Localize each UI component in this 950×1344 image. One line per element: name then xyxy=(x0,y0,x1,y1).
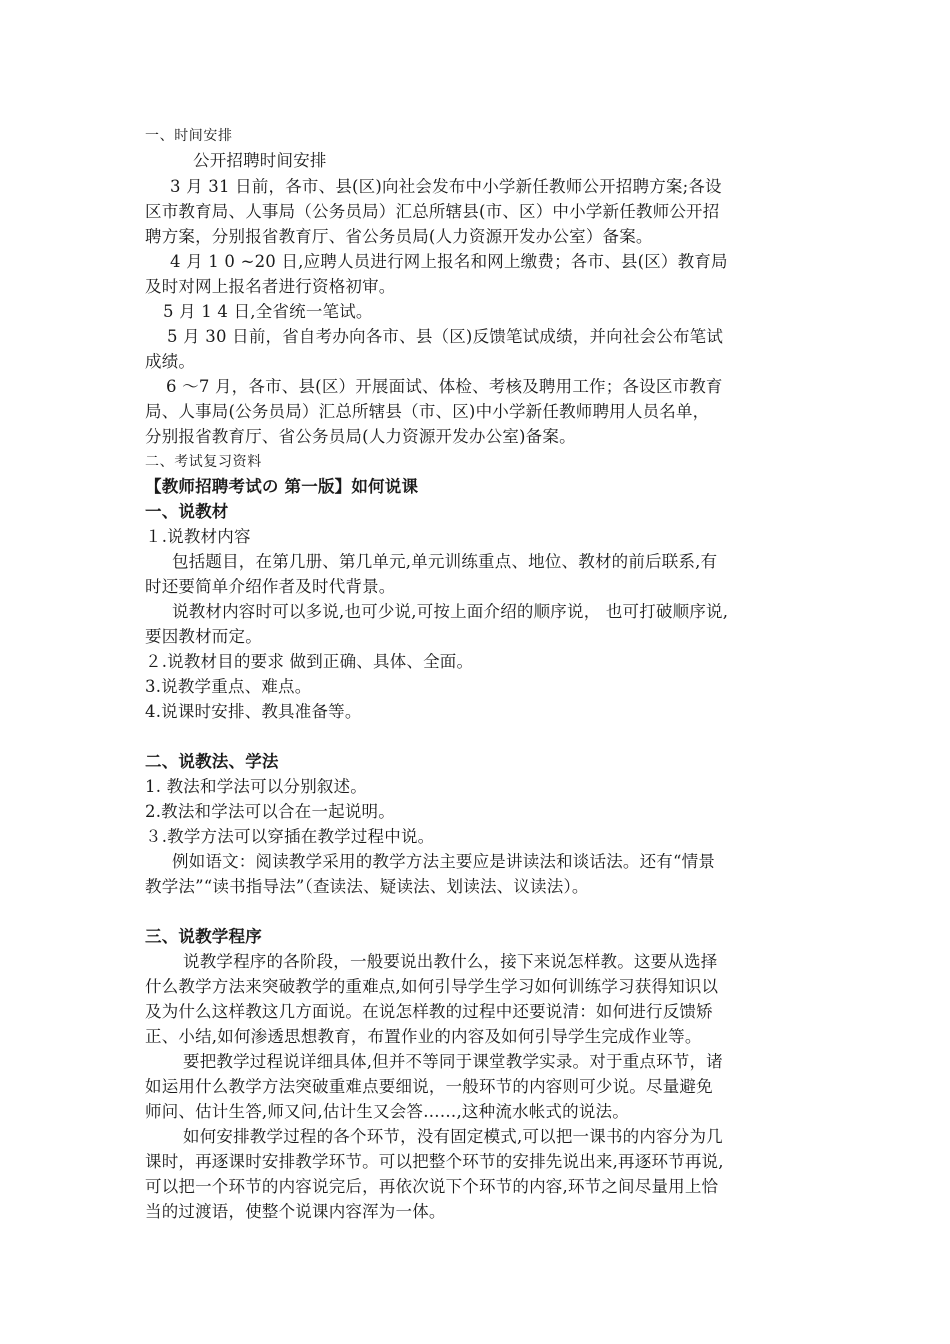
paragraph-line: 正、小结,如何渗透思想教育，布置作业的内容及如何引导学生完成作业等。 xyxy=(145,1027,702,1046)
list-item: ３.教学方法可以穿插在教学过程中说。 xyxy=(145,827,435,846)
paragraph-line: 要把教学过程说详细具体,但并不等同于课堂教学实录。对于重点环节，诸 xyxy=(183,1052,723,1071)
paragraph-line: 师问、估计生答,师又问,估计生又会答……,这种流水帐式的说法。 xyxy=(145,1102,629,1121)
paragraph-line: 说教学程序的各阶段，一般要说出教什么，接下来说怎样教。这要从选择 xyxy=(183,952,718,971)
section-heading: 三、说教学程序 xyxy=(145,927,262,946)
paragraph-line: 要因教材而定。 xyxy=(145,627,262,646)
section-heading: 一、说教材 xyxy=(145,502,229,521)
paragraph-line: 6 ～7 月，各市、县(区）开展面试、体检、考核及聘用工作；各设区市教育 xyxy=(166,377,723,396)
paragraph-line: 5 月 1 4 日,全省统一笔试。 xyxy=(163,302,373,321)
paragraph-line: 成绩。 xyxy=(145,352,196,371)
paragraph-line: 及时对网上报名者进行资格初审。 xyxy=(145,277,396,296)
list-item: 4.说课时安排、教具准备等。 xyxy=(145,702,362,721)
paragraph-line: 包括题目，在第几册、第几单元,单元训练重点、地位、教材的前后联系,有 xyxy=(172,552,718,571)
paragraph-line: 5 月 30 日前，省自考办向各市、县（区)反馈笔试成绩，并向社会公布笔试 xyxy=(167,327,724,346)
paragraph-line: 说教材内容时可以多说,也可少说,可按上面介绍的顺序说， 也可打破顺序说, xyxy=(172,602,729,621)
section-heading: 二、说教法、学法 xyxy=(145,752,279,771)
paragraph-line: 教学法”“读书指导法”（查读法、疑读法、划读法、议读法）。 xyxy=(145,877,589,896)
document-title: 【教师招聘考试の 第一版】如何说课 xyxy=(145,477,419,496)
paragraph-line: 时还要简单介绍作者及时代背景。 xyxy=(145,577,396,596)
paragraph-line: 4 月 1 0 ~20 日,应聘人员进行网上报名和网上缴费；各市、县(区）教育局 xyxy=(170,252,728,271)
paragraph-line: 区市教育局、人事局（公务员局）汇总所辖县(市、区）中小学新任教师公开招 xyxy=(145,202,720,221)
paragraph-line: 如何安排教学过程的各个环节，没有固定模式,可以把一课书的内容分为几 xyxy=(183,1127,723,1146)
subheading: 公开招聘时间安排 xyxy=(193,151,327,170)
paragraph-line: 如运用什么教学方法突破重难点要细说，一般环节的内容则可少说。尽量避免 xyxy=(145,1077,713,1096)
paragraph-line: 课时，再逐课时安排教学环节。可以把整个环节的安排先说出来,再逐环节再说, xyxy=(145,1152,724,1171)
list-item: ２.说教材目的要求 做到正确、具体、全面。 xyxy=(145,652,474,671)
paragraph-line: 可以把一个环节的内容说完后，再依次说下个环节的内容,环节之间尽量用上恰 xyxy=(145,1177,719,1196)
paragraph-line: 局、人事局(公务员局）汇总所辖县（市、区)中小学新任教师聘用人员名单， xyxy=(145,402,710,421)
paragraph-line: 及为什么这样教这几方面说。在说怎样教的过程中还要说清：如何进行反馈矫 xyxy=(145,1002,713,1021)
paragraph-line: 什么教学方法来突破教学的重难点,如何引导学生学习如何训练学习获得知识以 xyxy=(145,977,719,996)
list-item: 2.教法和学法可以合在一起说明。 xyxy=(145,802,395,821)
list-item: 1. 教法和学法可以分别叙述。 xyxy=(145,777,367,796)
paragraph-line: 例如语文：阅读教学采用的教学方法主要应是讲读法和谈话法。还有“情景 xyxy=(172,852,716,871)
paragraph-line: 当的过渡语，使整个说课内容浑为一体。 xyxy=(145,1202,446,1221)
list-item: 3.说教学重点、难点。 xyxy=(145,677,312,696)
section-heading: 二、考试复习资料 xyxy=(145,454,262,470)
list-item: １.说教材内容 xyxy=(145,527,251,546)
paragraph-line: 3 月 31 日前，各市、县(区)向社会发布中小学新任教师公开招聘方案;各设 xyxy=(170,177,722,196)
paragraph-line: 聘方案，分别报省教育厅、省公务员局(人力资源开发办公室）备案。 xyxy=(145,227,653,246)
paragraph-line: 分别报省教育厅、省公务员局(人力资源开发办公室)备案。 xyxy=(145,427,576,446)
section-heading: 一、时间安排 xyxy=(145,128,233,144)
